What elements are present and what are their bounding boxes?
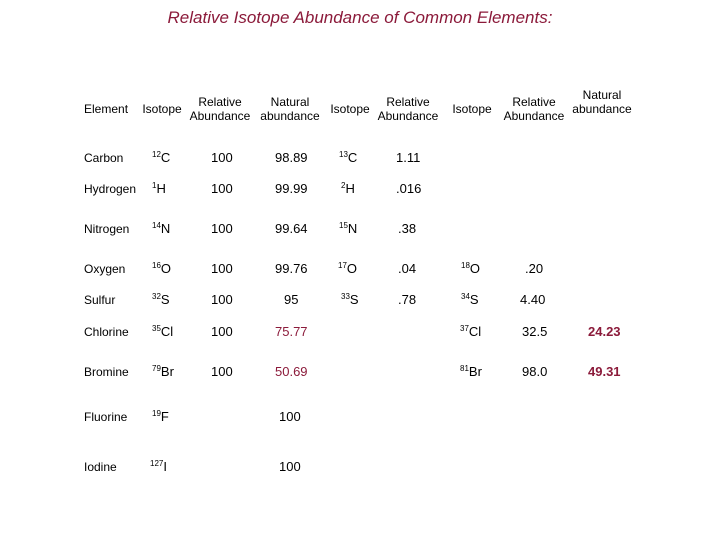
natural-abundance-1: 99.64 bbox=[275, 221, 308, 236]
natural-abundance-1: 95 bbox=[284, 292, 299, 307]
element-name: Bromine bbox=[84, 365, 129, 379]
relative-abundance-2: .016 bbox=[396, 181, 422, 196]
isotope-2: $^{13}$C bbox=[339, 150, 358, 165]
relative-abundance-2: .38 bbox=[398, 221, 417, 236]
isotope-1: $^{79}$Br bbox=[152, 364, 174, 379]
element-name: Oxygen bbox=[84, 262, 126, 276]
natural-abundance-1: 99.99 bbox=[275, 181, 308, 196]
isotope-3: $^{37}$Cl bbox=[460, 324, 482, 339]
isotope-2: $^{15}$N bbox=[339, 221, 358, 236]
element-name: Chlorine bbox=[84, 325, 129, 339]
isotope-2: $^{17}$O bbox=[338, 261, 358, 276]
header-relative-abundance-2: Relative Abundance bbox=[377, 95, 439, 123]
relative-abundance-1: 100 bbox=[211, 221, 233, 236]
isotope-1: $^{35}$Cl bbox=[152, 324, 174, 339]
isotope-2: $^2$H bbox=[341, 181, 355, 196]
relative-abundance-1: 100 bbox=[211, 292, 233, 307]
element-name: Nitrogen bbox=[84, 222, 130, 236]
natural-abundance-3: 49.31 bbox=[588, 364, 621, 379]
relative-abundance-1: 100 bbox=[211, 181, 233, 196]
relative-abundance-3: .20 bbox=[525, 261, 544, 276]
isotope-3: $^{81}$Br bbox=[460, 364, 482, 379]
natural-abundance-1: 98.89 bbox=[275, 150, 308, 165]
header-element: Element bbox=[84, 102, 129, 116]
element-name: Sulfur bbox=[84, 293, 116, 307]
isotope-3: $^{18}$O bbox=[461, 261, 481, 276]
relative-abundance-3: 4.40 bbox=[520, 292, 546, 307]
relative-abundance-2: 1.11 bbox=[396, 150, 421, 165]
natural-abundance-1: 100 bbox=[279, 409, 301, 424]
element-name: Fluorine bbox=[84, 410, 128, 424]
header-isotope-1: Isotope bbox=[142, 102, 182, 116]
element-name: Iodine bbox=[84, 460, 117, 474]
isotope-1: $^{16}$O bbox=[152, 261, 172, 276]
header-isotope-3: Isotope bbox=[452, 102, 492, 116]
relative-abundance-2: .78 bbox=[398, 292, 417, 307]
isotope-1: $^{12}$C bbox=[152, 150, 171, 165]
relative-abundance-2: .04 bbox=[398, 261, 417, 276]
page-title: Relative Isotope Abundance of Common Elements: bbox=[167, 8, 553, 27]
natural-abundance-1: 75.77 bbox=[275, 324, 308, 339]
relative-abundance-1: 100 bbox=[211, 324, 233, 339]
isotope-1: $^{14}$N bbox=[152, 221, 171, 236]
relative-abundance-1: 100 bbox=[211, 364, 233, 379]
natural-abundance-3: 24.23 bbox=[588, 324, 621, 339]
isotope-1: $^{19}$F bbox=[152, 409, 169, 424]
element-name: Carbon bbox=[84, 151, 124, 165]
isotope-1: $^{32}$S bbox=[152, 292, 170, 307]
relative-abundance-1: 100 bbox=[211, 261, 233, 276]
natural-abundance-1: 99.76 bbox=[275, 261, 308, 276]
natural-abundance-1: 100 bbox=[279, 459, 301, 474]
header-relative-abundance-1: Relative Abundance bbox=[189, 95, 251, 123]
isotope-2: $^{33}$S bbox=[341, 292, 359, 307]
element-name: Hydrogen bbox=[84, 182, 137, 196]
isotope-1: $^1$H bbox=[152, 181, 166, 196]
header-natural-abundance-3: Natural abundance bbox=[572, 88, 632, 116]
relative-abundance-3: 32.5 bbox=[522, 324, 548, 339]
header-isotope-2: Isotope bbox=[330, 102, 370, 116]
relative-abundance-3: 98.0 bbox=[522, 364, 548, 379]
isotope-3: $^{34}$S bbox=[461, 292, 479, 307]
header-natural-abundance-1: Natural abundance bbox=[260, 95, 320, 123]
natural-abundance-1: 50.69 bbox=[275, 364, 308, 379]
relative-abundance-1: 100 bbox=[211, 150, 233, 165]
isotope-1: $^{127}$I bbox=[150, 459, 167, 474]
header-relative-abundance-3: Relative Abundance bbox=[503, 95, 565, 123]
